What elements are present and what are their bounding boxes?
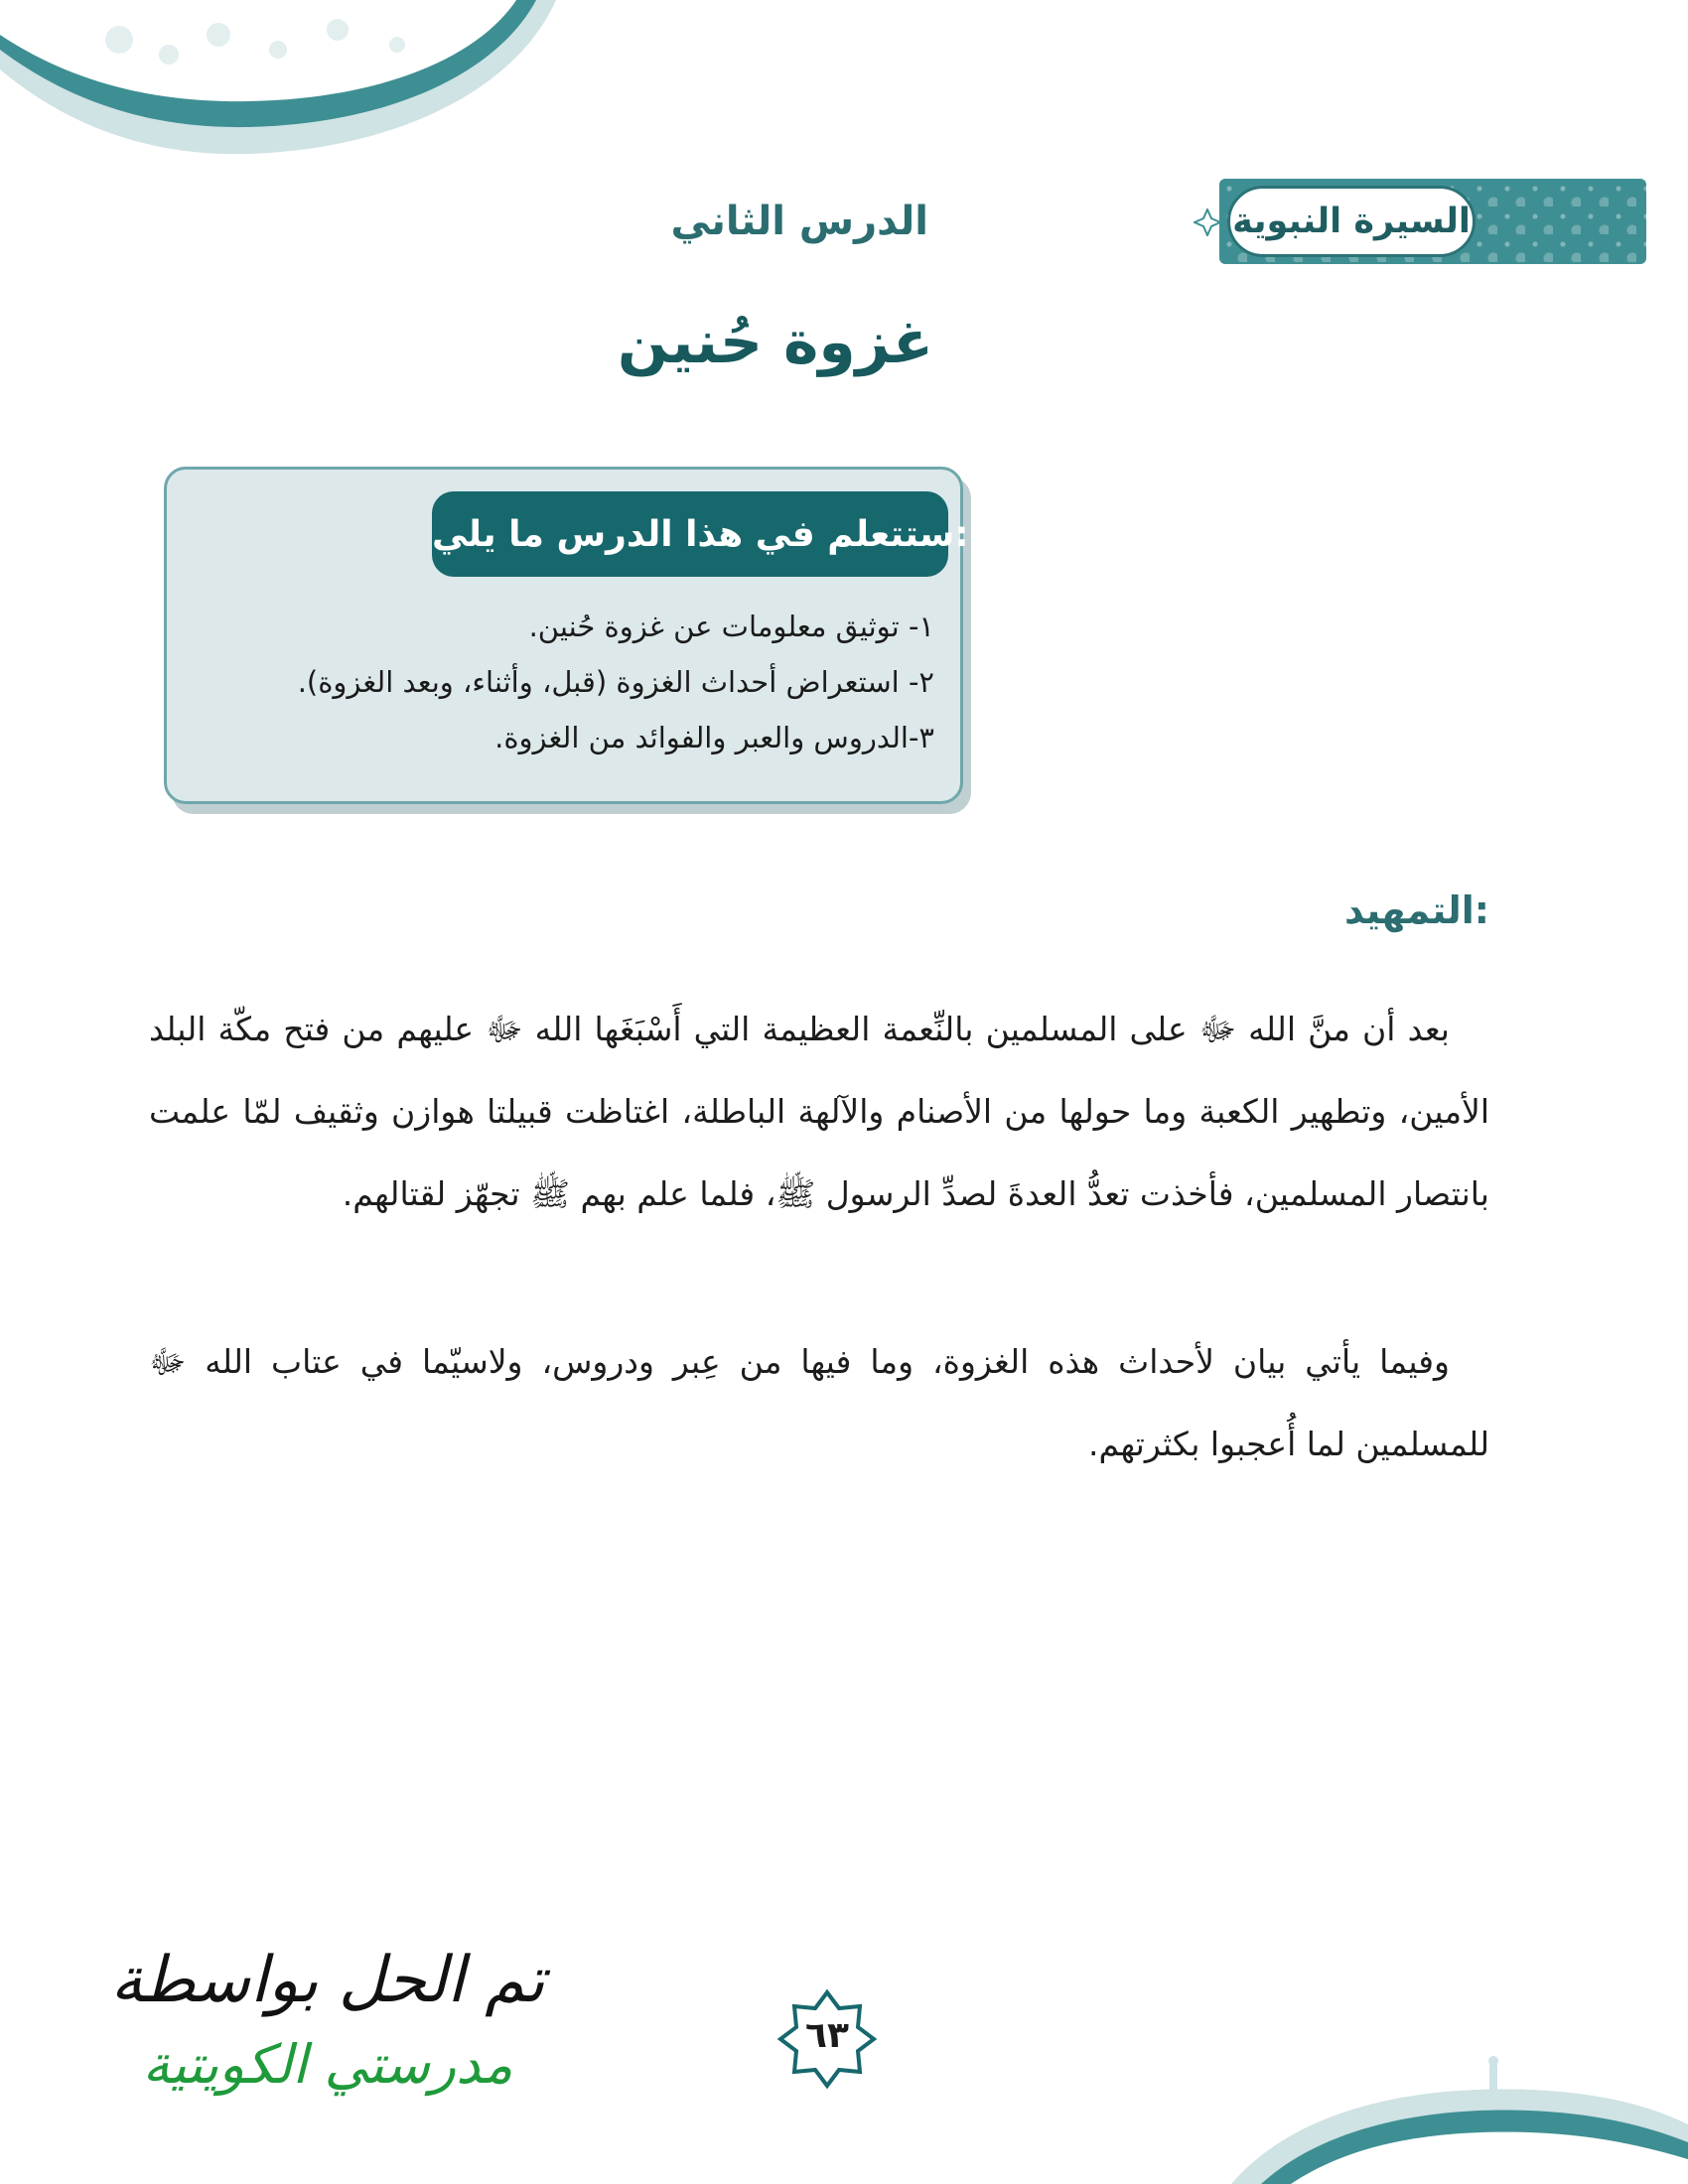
lesson-title: غزوة حُنين <box>617 308 933 377</box>
top-left-decoration <box>0 0 556 169</box>
lesson-number: الدرس الثاني <box>670 199 928 244</box>
watermark <box>70 1936 586 2105</box>
page-number: ٦٣ <box>805 2015 849 2056</box>
objectives-heading: ستتعلم في هذا الدرس ما يلي: <box>432 491 948 577</box>
objectives-box <box>164 467 969 804</box>
objective-item: ٢- استعراض أحداث الغزوة (قبل، وأثناء، وبعد الغزوة). <box>297 665 934 699</box>
intro-paragraph: وفيما يأتي بيان لأحداث هذه الغزوة، وما فيها من عِبر ودروس، ولاسيّما في عتاب الله ﷻ للمسلمين لما أُعجبوا بكثرتهم. <box>149 1342 1489 1463</box>
intro-heading: التمهيد: <box>1343 888 1489 932</box>
ornament-icon <box>1194 208 1221 236</box>
objective-item: ١- توثيق معلومات عن غزوة حُنين. <box>528 610 934 643</box>
bottom-right-decoration <box>1231 2045 1688 2184</box>
subject-tab <box>1219 179 1646 264</box>
watermark-line-1: تم الحل بواسطة <box>110 1944 545 2017</box>
subject-label: السيرة النبوية <box>1227 186 1476 257</box>
objective-item: ٣-الدروس والعبر والفوائد من الغزوة. <box>494 721 934 754</box>
objectives-list <box>298 599 934 765</box>
intro-paragraph: بعد أن منَّ الله ﷻ على المسلمين بالنِّعمة العظيمة التي أَسْبَغَها الله ﷻ عليهم من فتح مكّة البلد الأمين، وتطهير الكعبة وما حولها من الأصنام والآلهة الباطلة، اغتاظت قبيلتا هوازن وثقيف لمّا علمت بانتصار المسلمين، فأخذت تعدُّ العدةَ لصدِّ الرسول ﷺ، فلما علم بهم ﷺ تجهّز لقتالهم. <box>149 1010 1489 1213</box>
watermark-line-2: مدرستي الكويتية <box>142 2033 513 2096</box>
